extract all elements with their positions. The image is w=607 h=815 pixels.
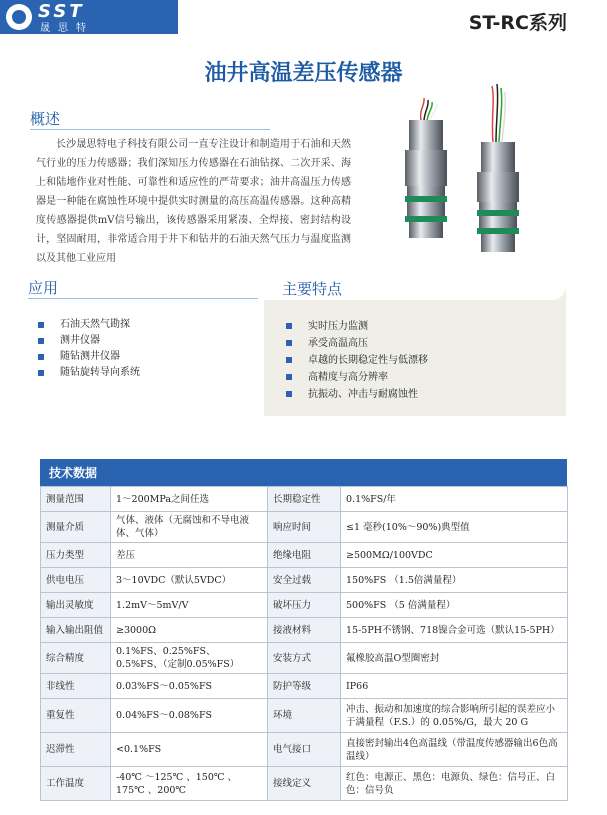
spec-label: 长期稳定性	[268, 487, 341, 512]
spec-label: 测量介质	[41, 512, 111, 543]
spec-heading: 技术数据	[40, 459, 567, 486]
bullet-square-icon	[38, 338, 44, 344]
table-row	[41, 699, 568, 733]
spec-value: 0.1%FS/年	[341, 487, 568, 512]
spec-value: 0.04%FS～0.08%FS	[111, 699, 268, 733]
list-item: 承受高温高压	[286, 335, 428, 352]
spec-label: 安装方式	[268, 643, 341, 674]
spec-value: -40℃ ～125℃ 、150℃ 、175℃ 、200℃	[111, 767, 268, 801]
spec-section	[40, 459, 567, 801]
spec-label: 安全过载	[268, 568, 341, 593]
spec-value: 冲击、振动和加速度的综合影响所引起的误差应小于满量程（F.S.）的 0.05%/G，最大 20 G	[341, 699, 568, 733]
bullet-square-icon	[286, 391, 292, 397]
spec-value: 氟橡胶高温O型圈密封	[341, 643, 568, 674]
overview-heading: 概述	[30, 110, 61, 128]
spec-label: 电气接口	[268, 733, 341, 767]
spec-value: 500%FS （5 倍满量程）	[341, 593, 568, 618]
overview-text: 长沙晟思特电子科技有限公司一直专注设计和制造用于石油和天然气行业的压力传感器；我们深知压力传感器在石油钻探、二次开采、海上和陆地作业对性能、可靠性和适应性的严苛要求；油井高温压力传感器是一种能在腐蚀性环境中提供实时测量的高压高温传感器。这种高精度传感器提供mV信号输出，该传感器采用紧凑、全焊接、密封结构设计，坚固耐用，非常适合用于井下和钻井的石油天然气压力与温度监测以及其他工业应用	[36, 139, 351, 264]
list-item: 随钻测井仪器	[38, 349, 140, 365]
bullet-square-icon	[38, 370, 44, 376]
list-item: 随钻旋转导向系统	[38, 365, 140, 381]
spec-value: 气体、液体（无腐蚀和不导电液体、气体）	[111, 512, 268, 543]
sensor-left	[405, 98, 447, 238]
spec-label: 响应时间	[268, 512, 341, 543]
spec-value: ≥3000Ω	[111, 618, 268, 643]
features-heading: 主要特点	[282, 280, 343, 298]
bullet-square-icon	[38, 322, 44, 328]
spec-label: 接线定义	[268, 767, 341, 801]
table-row	[41, 767, 568, 801]
logo-text: SST	[38, 1, 85, 22]
spec-value: ≤1 毫秒(10%～90%)典型值	[341, 512, 568, 543]
spec-label: 绝缘电阻	[268, 543, 341, 568]
spec-label: 压力类型	[41, 543, 111, 568]
spec-label: 输出灵敏度	[41, 593, 111, 618]
logo-swirl-icon	[6, 4, 32, 30]
applications-list	[38, 317, 140, 381]
table-row	[41, 512, 568, 543]
spec-value: 0.1%FS、0.25%FS、0.5%FS、（定制0.05%FS）	[111, 643, 268, 674]
bullet-square-icon	[38, 354, 44, 360]
series-title: ST-RC系列	[468, 12, 567, 34]
spec-value: 差压	[111, 543, 268, 568]
table-row	[41, 593, 568, 618]
table-row	[41, 674, 568, 699]
table-row	[41, 543, 568, 568]
product-photo	[395, 80, 565, 260]
features-list	[286, 318, 428, 403]
applications-heading: 应用	[28, 279, 59, 297]
spec-label: 综合精度	[41, 643, 111, 674]
spec-label: 测量范围	[41, 487, 111, 512]
spec-label: 输入输出阻值	[41, 618, 111, 643]
spec-label: 防护等级	[268, 674, 341, 699]
table-row	[41, 487, 568, 512]
spec-value: 15-5PH不锈钢、718镍合金可选（默认15-5PH）	[341, 618, 568, 643]
spec-value: <0.1%FS	[111, 733, 268, 767]
spec-label: 迟滞性	[41, 733, 111, 767]
list-item: 石油天然气勘探	[38, 317, 140, 333]
spec-value: ≥500MΩ/100VDC	[341, 543, 568, 568]
list-item: 卓越的长期稳定性与低漂移	[286, 352, 428, 369]
spec-label: 重复性	[41, 699, 111, 733]
table-row	[41, 618, 568, 643]
spec-label: 工作温度	[41, 767, 111, 801]
spec-value: 0.03%FS～0.05%FS	[111, 674, 268, 699]
spec-label: 破坏压力	[268, 593, 341, 618]
sensor-right	[477, 84, 519, 252]
table-row	[41, 733, 568, 767]
list-item: 测井仪器	[38, 333, 140, 349]
bullet-square-icon	[286, 374, 292, 380]
spec-label: 环境	[268, 699, 341, 733]
spec-label: 接液材料	[268, 618, 341, 643]
page-title: 油井高温差压传感器	[204, 61, 403, 86]
bullet-square-icon	[286, 323, 292, 329]
spec-value: 1～200MPa之间任选	[111, 487, 268, 512]
company-logo	[0, 0, 178, 34]
spec-label: 非线性	[41, 674, 111, 699]
table-row	[41, 643, 568, 674]
overview-divider	[30, 129, 270, 130]
bullet-square-icon	[286, 340, 292, 346]
spec-value: IP66	[341, 674, 568, 699]
spec-label: 供电电压	[41, 568, 111, 593]
spec-value: 直接密封输出4色高温线（带温度传感器输出6色高温线）	[341, 733, 568, 767]
applications-divider	[28, 298, 258, 299]
spec-table	[40, 486, 568, 801]
bullet-square-icon	[286, 357, 292, 363]
spec-value: 1.2mV～5mV/V	[111, 593, 268, 618]
spec-value: 红色：电源正、黑色：电源负、绿色：信号正、白色：信号负	[341, 767, 568, 801]
spec-value: 3～10VDC（默认5VDC）	[111, 568, 268, 593]
table-row	[41, 568, 568, 593]
list-item: 抗振动、冲击与耐腐蚀性	[286, 386, 428, 403]
list-item: 高精度与高分辨率	[286, 369, 428, 386]
spec-value: 150%FS （1.5倍满量程）	[341, 568, 568, 593]
logo-chinese-text: 晟思特	[40, 23, 94, 34]
list-item: 实时压力监测	[286, 318, 428, 335]
